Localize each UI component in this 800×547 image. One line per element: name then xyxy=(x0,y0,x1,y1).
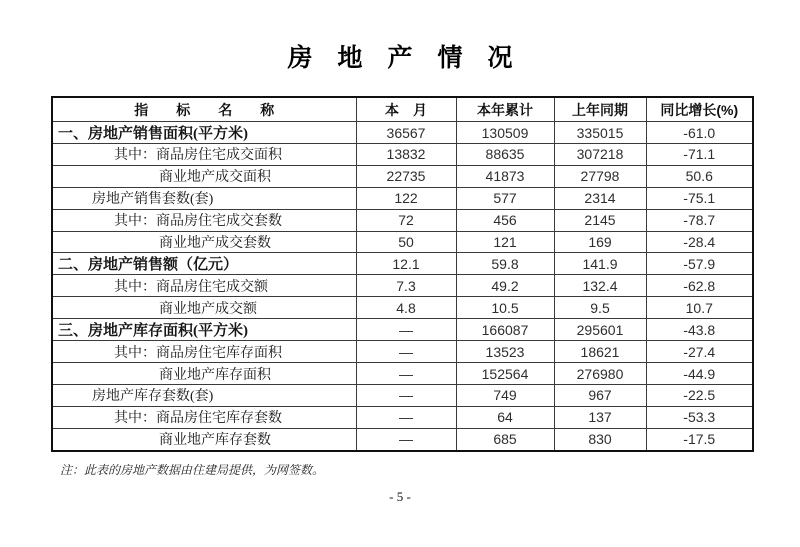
row-label: 三、房地产库存面积(平方米) xyxy=(52,319,356,341)
row-label: 其中：商品房住宅库存面积 xyxy=(52,341,356,363)
row-label: 其中：商品房住宅成交套数 xyxy=(52,209,356,231)
table-row xyxy=(52,275,753,297)
row-label: 其中：商品房住宅成交面积 xyxy=(52,144,356,166)
table-row xyxy=(52,209,753,231)
cell-month: 72 xyxy=(356,209,456,231)
cell-ytd: 49.2 xyxy=(456,275,554,297)
cell-last-year: 307218 xyxy=(554,144,646,166)
cell-ytd: 13523 xyxy=(456,341,554,363)
cell-last-year: 18621 xyxy=(554,341,646,363)
row-label: 商业地产成交额 xyxy=(52,297,356,319)
table-row xyxy=(52,341,753,363)
cell-last-year: 2314 xyxy=(554,187,646,209)
cell-yoy: -57.9 xyxy=(646,253,753,275)
cell-ytd: 41873 xyxy=(456,165,554,187)
cell-ytd: 59.8 xyxy=(456,253,554,275)
cell-ytd: 749 xyxy=(456,385,554,407)
table-row xyxy=(52,122,753,144)
cell-month: — xyxy=(356,319,456,341)
cell-month: 122 xyxy=(356,187,456,209)
cell-last-year: 169 xyxy=(554,231,646,253)
col-header-indicator-name: 指 标 名 称 xyxy=(52,97,356,122)
cell-last-year: 132.4 xyxy=(554,275,646,297)
table-row xyxy=(52,428,753,450)
cell-ytd: 121 xyxy=(456,231,554,253)
real-estate-stats-table xyxy=(51,96,754,452)
cell-ytd: 130509 xyxy=(456,122,554,144)
cell-month: — xyxy=(356,406,456,428)
col-header-yoy-growth: 同比增长(%) xyxy=(646,97,753,122)
cell-month: 36567 xyxy=(356,122,456,144)
table-row xyxy=(52,231,753,253)
row-label: 其中：商品房住宅成交额 xyxy=(52,275,356,297)
row-label: 商业地产库存套数 xyxy=(52,428,356,450)
cell-yoy: -78.7 xyxy=(646,209,753,231)
row-label: 其中：商品房住宅库存套数 xyxy=(52,406,356,428)
table-row xyxy=(52,165,753,187)
table-row xyxy=(52,363,753,385)
table-row xyxy=(52,406,753,428)
cell-ytd: 166087 xyxy=(456,319,554,341)
cell-ytd: 456 xyxy=(456,209,554,231)
cell-yoy: -71.1 xyxy=(646,144,753,166)
row-label: 房地产销售套数(套) xyxy=(52,187,356,209)
cell-month: 12.1 xyxy=(356,253,456,275)
cell-ytd: 577 xyxy=(456,187,554,209)
row-label: 商业地产成交面积 xyxy=(52,165,356,187)
cell-month: 4.8 xyxy=(356,297,456,319)
cell-month: 13832 xyxy=(356,144,456,166)
cell-last-year: 295601 xyxy=(554,319,646,341)
cell-last-year: 9.5 xyxy=(554,297,646,319)
row-label: 房地产库存套数(套) xyxy=(52,385,356,407)
table-row xyxy=(52,253,753,275)
row-label: 商业地产成交套数 xyxy=(52,231,356,253)
cell-yoy: -28.4 xyxy=(646,231,753,253)
col-header-same-period-last-year: 上年同期 xyxy=(554,97,646,122)
cell-month: — xyxy=(356,428,456,450)
table-row xyxy=(52,144,753,166)
cell-yoy: -17.5 xyxy=(646,428,753,450)
cell-last-year: 27798 xyxy=(554,165,646,187)
table-row xyxy=(52,297,753,319)
row-label: 商业地产库存面积 xyxy=(52,363,356,385)
col-header-year-to-date: 本年累计 xyxy=(456,97,554,122)
cell-yoy: -53.3 xyxy=(646,406,753,428)
cell-yoy: -43.8 xyxy=(646,319,753,341)
cell-ytd: 64 xyxy=(456,406,554,428)
cell-last-year: 830 xyxy=(554,428,646,450)
cell-ytd: 10.5 xyxy=(456,297,554,319)
cell-ytd: 685 xyxy=(456,428,554,450)
table-header-row xyxy=(52,97,753,122)
cell-yoy: -22.5 xyxy=(646,385,753,407)
table-row xyxy=(52,187,753,209)
page-number: - 5 - xyxy=(389,489,411,504)
cell-month: — xyxy=(356,385,456,407)
cell-yoy: -61.0 xyxy=(646,122,753,144)
cell-last-year: 141.9 xyxy=(554,253,646,275)
table-row xyxy=(52,319,753,341)
cell-month: 50 xyxy=(356,231,456,253)
cell-last-year: 967 xyxy=(554,385,646,407)
cell-month: 22735 xyxy=(356,165,456,187)
cell-ytd: 152564 xyxy=(456,363,554,385)
row-label: 一、房地产销售面积(平方米) xyxy=(52,122,356,144)
cell-last-year: 2145 xyxy=(554,209,646,231)
cell-yoy: -75.1 xyxy=(646,187,753,209)
col-header-current-month: 本 月 xyxy=(356,97,456,122)
cell-yoy: -27.4 xyxy=(646,341,753,363)
cell-month: — xyxy=(356,363,456,385)
table-row xyxy=(52,385,753,407)
cell-month: — xyxy=(356,341,456,363)
cell-yoy: 10.7 xyxy=(646,297,753,319)
cell-month: 7.3 xyxy=(356,275,456,297)
table-footnote: 注：此表的房地产数据由住建局提供，为网签数。 xyxy=(60,463,325,477)
page-title: 房 地 产 情 况 xyxy=(287,44,513,72)
cell-last-year: 137 xyxy=(554,406,646,428)
cell-last-year: 276980 xyxy=(554,363,646,385)
row-label: 二、房地产销售额（亿元） xyxy=(52,253,356,275)
cell-yoy: 50.6 xyxy=(646,165,753,187)
cell-yoy: -62.8 xyxy=(646,275,753,297)
cell-last-year: 335015 xyxy=(554,122,646,144)
cell-yoy: -44.9 xyxy=(646,363,753,385)
cell-ytd: 88635 xyxy=(456,144,554,166)
